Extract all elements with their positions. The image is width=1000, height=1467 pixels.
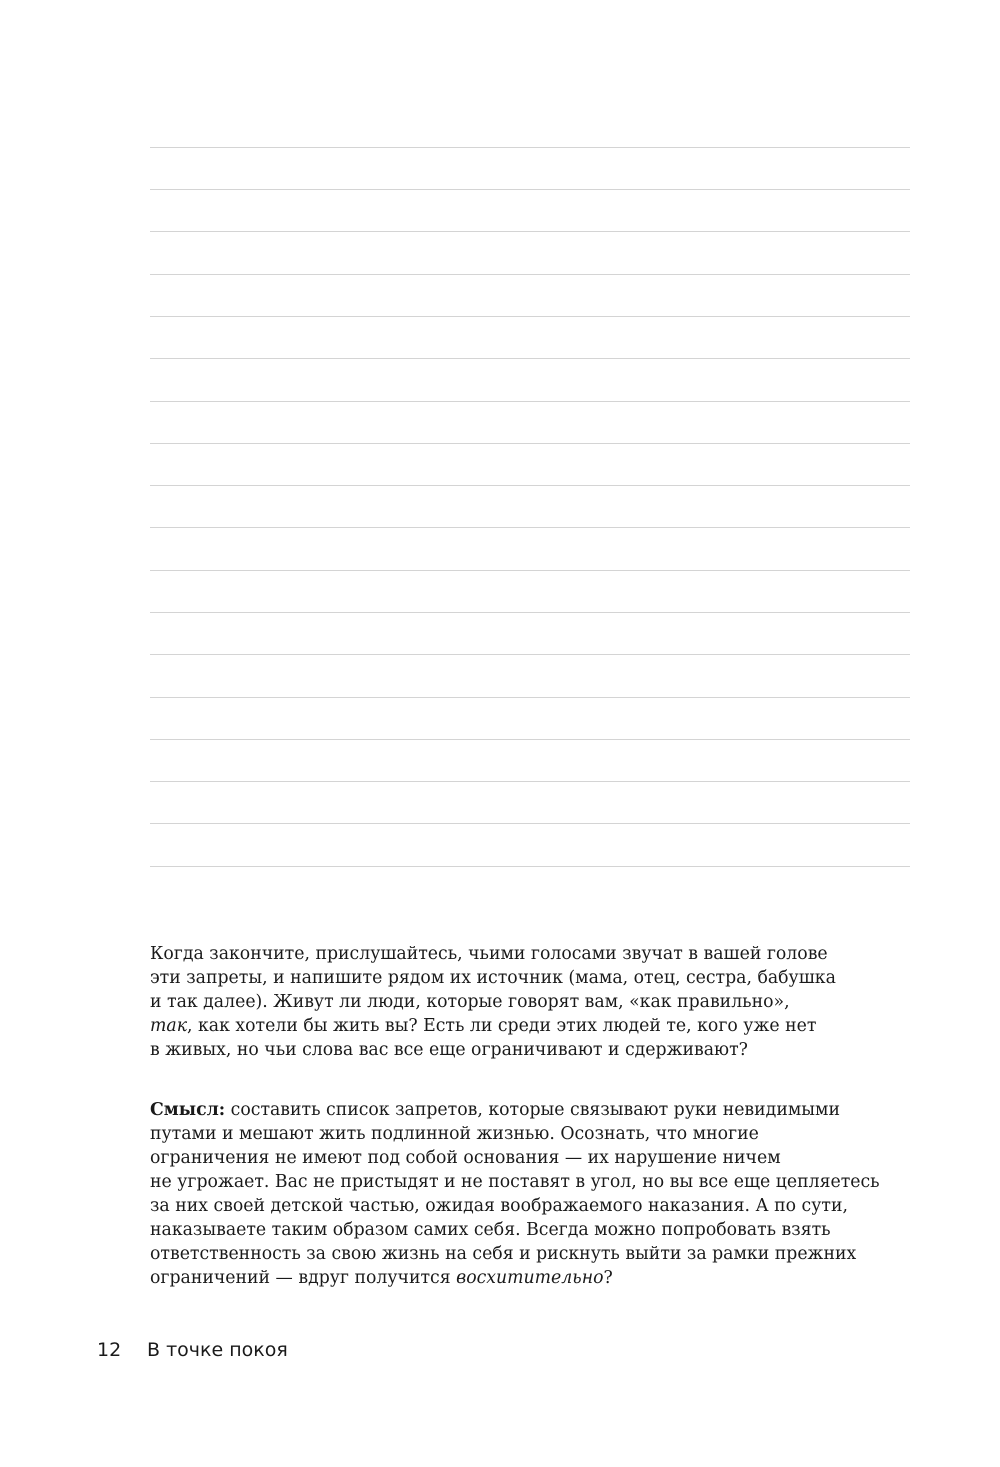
text-line bbox=[150, 1098, 910, 1122]
text-line: Когда закончите, прислушайтесь, чьими голосами звучат в вашей голове bbox=[150, 944, 828, 964]
text-line: наказываете таким образом самих себя. Всегда можно попробовать взять bbox=[150, 1220, 831, 1240]
writing-line bbox=[150, 443, 910, 444]
writing-line bbox=[150, 739, 910, 740]
text-run: ограничений — вдруг получится bbox=[150, 1268, 457, 1288]
writing-line bbox=[150, 358, 910, 359]
writing-line bbox=[150, 485, 910, 486]
text-line: в живых, но чьи слова вас все еще ограничивают и сдерживают? bbox=[150, 1040, 748, 1060]
text-line: эти запреты, и напишите рядом их источник (мама, отец, сестра, бабушка bbox=[150, 968, 836, 988]
writing-lines bbox=[150, 147, 910, 867]
page-footer bbox=[97, 1339, 288, 1361]
text-run: составить список запретов, которые связывают руки невидимыми bbox=[225, 1100, 840, 1120]
writing-line bbox=[150, 316, 910, 317]
writing-line bbox=[150, 654, 910, 655]
reflection-paragraph bbox=[150, 942, 910, 1062]
writing-line bbox=[150, 823, 910, 824]
writing-line bbox=[150, 189, 910, 190]
book-title: В точке покоя bbox=[147, 1339, 288, 1361]
italic-word: так bbox=[150, 1016, 188, 1036]
writing-line bbox=[150, 781, 910, 782]
writing-line bbox=[150, 866, 910, 867]
meaning-paragraph bbox=[150, 1098, 910, 1290]
writing-line bbox=[150, 401, 910, 402]
writing-line bbox=[150, 570, 910, 571]
text-line bbox=[150, 1266, 910, 1290]
writing-line bbox=[150, 231, 910, 232]
meaning-label: Смысл: bbox=[150, 1100, 226, 1120]
text-line: и так далее). Живут ли люди, которые говорят вам, «как правильно», bbox=[150, 992, 790, 1012]
page-number: 12 bbox=[97, 1339, 122, 1361]
writing-line bbox=[150, 147, 910, 148]
text-run: , как хотели бы жить вы? Есть ли среди этих людей те, кого уже нет bbox=[187, 1016, 817, 1036]
writing-line bbox=[150, 612, 910, 613]
text-line: ответственность за свою жизнь на себя и рискнуть выйти за рамки прежних bbox=[150, 1244, 857, 1264]
text-line: не угрожает. Вас не пристыдят и не поставят в угол, но вы все еще цепляетесь bbox=[150, 1172, 880, 1192]
text-run: ? bbox=[603, 1268, 613, 1288]
italic-word: восхитительно bbox=[456, 1268, 604, 1288]
writing-line bbox=[150, 697, 910, 698]
writing-line bbox=[150, 274, 910, 275]
text-line: ограничения не имеют под собой основания — их нарушение ничем bbox=[150, 1148, 781, 1168]
text-line: путами и мешают жить подлинной жизнью. Осознать, что многие bbox=[150, 1124, 759, 1144]
text-line: за них своей детской частью, ожидая воображаемого наказания. А по сути, bbox=[150, 1196, 848, 1216]
writing-line bbox=[150, 527, 910, 528]
text-line bbox=[150, 1014, 910, 1038]
